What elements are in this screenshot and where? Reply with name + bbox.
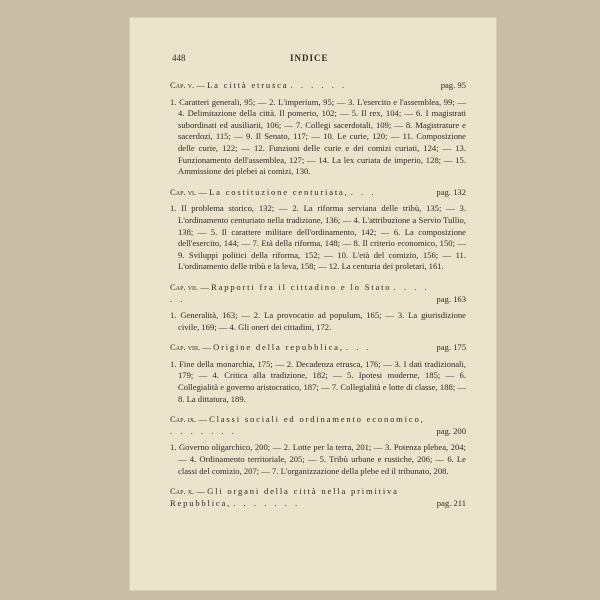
chapter-heading — [170, 342, 466, 354]
leader-dots: . . . . . . — [170, 281, 430, 304]
chapter-entry — [170, 80, 466, 178]
chapter-number: Cap. v. — — [170, 80, 205, 90]
leader-dots: . . . — [350, 186, 377, 197]
chapter-page: pag. 200 — [436, 425, 466, 436]
chapter-page: pag. 132 — [436, 186, 466, 197]
chapter-heading — [170, 414, 466, 437]
chapter-sections: 1. Caratteri generali, 95; — 2. L'imperium, 95; — 3. L'esercito e l'assemblea, 99; — 4. Delimitazione della città. Il pomerio, 102; — 5. Il rex, 104; — 6. I magistrati subordinati ed ausiliarii, 106; — 7. Collegi sacerdotali, 109; — 8. Magistrature e sacerdozi, 115; — 9. Il Senato, 117; — 10. Le curie, 120; — 11. Composizione delle curie, 122; — 12. Funzioni delle curie e dei comizi curiati, 124; — 13. Funzionamento dell'assemblea, 127; — 14. La lex curiata de imperio, 128; — 15. Ammissione dei plebei ai comizi, 130. — [170, 96, 466, 177]
chapter-entry — [170, 342, 466, 405]
chapter-number: Cap. x. — — [170, 486, 205, 497]
chapter-title: Rapporti fra il cittadino e lo Stato — [211, 281, 392, 292]
leader-dots: . . . . . . — [290, 80, 348, 90]
chapter-entry — [170, 187, 466, 273]
chapter-sections: 1. Il problema storico, 132; — 2. La riforma serviana delle tribù, 135; — 3. L'ordinamento centuriato nella tradizione, 136; — 4. L'attribuzione a Servio Tullio, 138; — 5. Il carattere militare dell'ordinamento, 142; — 6. La composizione dell'esercito, 144; — 7. Età della riforma, 148; — 8. Il criterio economico, 150; — 9. Sviluppi politici della riforma, 152; — 10. L'età del comizio, 156; — 11. L'ordinamento delle tribù e la leva, 158; — 12. La centuria dei proletari, 161. — [170, 203, 466, 272]
chapter-heading — [170, 486, 466, 509]
chapter-number: Cap. ix. — — [170, 414, 207, 425]
chapter-title: Gli organi della città nella primitiva Repubblica, — [170, 486, 399, 508]
page-number: 448 — [172, 53, 186, 63]
chapter-entry — [170, 282, 466, 333]
chapter-title: Origine della repubblica, — [213, 342, 344, 353]
leader-dots: . . . — [345, 342, 372, 353]
chapter-page: pag. 95 — [440, 80, 466, 90]
chapter-number: Cap. vi. — — [170, 186, 207, 197]
chapter-title: La città etrusca — [207, 80, 289, 90]
chapter-heading — [170, 80, 466, 92]
chapter-sections: 1. Governo oligarchico, 200; — 2. Lotte per la terra, 201; — 3. Potenza plebea, 204; — 4. Ordinamento territoriale, 205; — 5. Tribù urbane e rustiche, 206; — 6. Le classi del comizio, 207; — 7. L'organizzazione della plebe ed il tribunato, 208. — [170, 442, 466, 476]
chapter-heading — [170, 282, 466, 305]
chapter-title: Classi sociali ed ordinamento economico, — [209, 414, 425, 425]
page-title: INDICE — [290, 53, 329, 63]
chapter-page: pag. 163 — [436, 293, 466, 304]
chapter-entry — [170, 414, 466, 477]
chapter-page: pag. 211 — [436, 497, 466, 508]
chapter-title: La costituzione centuriata, — [209, 186, 349, 197]
table-of-contents — [170, 80, 466, 518]
leader-dots: . . . . . . . — [233, 497, 301, 508]
leader-dots: . . . . . . . — [170, 425, 237, 436]
chapter-page: pag. 175 — [436, 342, 466, 353]
chapter-number: Cap. vii. — — [170, 281, 209, 292]
chapter-heading — [170, 187, 466, 199]
chapter-number: Cap. viii. — — [170, 342, 211, 353]
chapter-sections: 1. Fine della monarchia, 175; — 2. Decadenza etrusca, 176; — 3. I dati tradizionali, 179; — 4. Critica alla tradizione, 182; — 5. Ipotesi moderne, 185; — 6. Collegialità e governo aristocratico, 187; — 7. Collegialità e lotte di classe, 188; — 8. La dittatura, 189. — [170, 358, 466, 404]
chapter-entry — [170, 486, 466, 509]
chapter-sections: 1. Generalità, 163; — 2. La provocatio ad populum, 165; — 3. La giurisdizione civile, 169; — 4. Gli oneri dei cittadini, 172. — [170, 310, 466, 332]
